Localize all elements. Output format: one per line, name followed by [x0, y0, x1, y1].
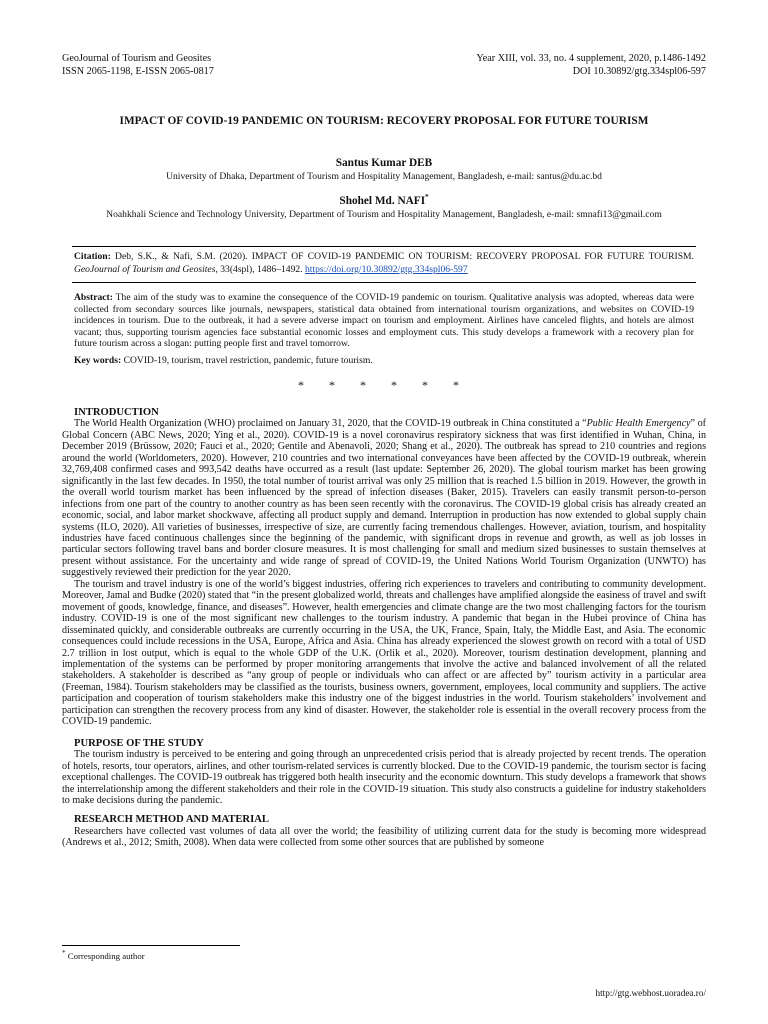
doi: DOI 10.30892/gtg.334spl06-597 — [572, 66, 706, 77]
citation-journal: GeoJournal of Tourism and Geosites — [74, 263, 216, 275]
keywords-text: COVID-19, tourism, travel restriction, pandemic, future tourism. — [123, 355, 373, 366]
citation-box — [72, 246, 696, 283]
keywords — [74, 355, 694, 366]
abstract-text: The aim of the study was to examine the consequence of the COVID-19 pandemic on tourism. Qualitative analysis was adopted, whereas data were collected from secondary sources like journals, newspapers, statistical data obtained from international tourism organizations, and websites on COVID-19 incidences in tourism. Due to the outbreak, it had a severe adverse impact on tourism and employment. Airlines have canceled flights, and hotels are almost vacant; thus, supporting tourism agencies face substantial economic losses and employment cuts. This study develops a framework with a recovery plan for future tourism across a slogan: putting people first and travel tomorrow. — [74, 292, 694, 350]
intro-paragraph-2: The tourism and travel industry is one of the world’s biggest industries, offering rich experiences to travelers and contributing to community development. Moreover, Jamal and Budke (2020) stated that “in the present globalized world, threats and challenges have amplified alongside the easiness of travel and swift movement of goods, knowledge, finance, and diseases”. However, health emergencies and climate change are the two most challenging factors for the tourism industry. COVID-19 is one of the most significant new challenges to the tourism industry. A pandemic that began in the Hubei province of China has disseminated quickly, and considerable outbreaks are currently occurring in the USA, the UK, France, Spain, Italy, the Middle East, and Asia. The economic consequences could include recessions in the USA, Europe, Africa and Asia. China has already experienced the slowest growth on record with a total of USD 2.7 trillion in lost output, which is equal to the whole GDP of the U.K. (Orlik et al., 2020). Moreover, tourism destination development, planning and implementation of the systems can be performed by proper monitoring arrangements that involve the active and balanced involvement of all the related stakeholders. A stakeholder is described as “any group of people or individuals who can affect or are affected by” tourism activity in a particular area (Freeman, 1984). Tourism stakeholders may be classified as the tourists, business owners, government, employees, local community and suppliers. The active participation and cooperation of tourism stakeholders make this industry one of the biggest industries in the world. Tourism stakeholders’ involvement and participation can strengthen the recovery process from any kind of disaster. However, the stakeholder role is essential in the overall recovery process from the COVID-19 pandemic. — [62, 578, 706, 728]
footnote-mark: * — [62, 949, 66, 957]
author-name: Santus Kumar DEB — [335, 157, 433, 169]
journal-header — [62, 52, 214, 78]
citation-label: Citation: — [74, 251, 111, 262]
purpose-paragraph: The tourism industry is perceived to be entering and going through an unprecedented crisis period that is already projected by recent trends. The operation of hotels, resorts, tour operators, airlines, and other tourism-related services is currently blocked. Due to the COVID-19 pandemic, the tourism sector is facing exceptional challenges. The COVID-19 outbreak has triggered both health insecurity and the economic downturn. This study develops a framework that shows the interrelationship among the different stakeholders and their role in the COVID-19 situation. This study also constructs a guideline for industry stakeholders to make decisions during the pandemic. — [62, 749, 706, 806]
abstract-label: Abstract: — [74, 292, 113, 303]
paper-title: IMPACT OF COVID-19 PANDEMIC ON TOURISM: RECOVERY PROPOSAL FOR FUTURE TOURISM — [119, 115, 649, 127]
footnote-text: Corresponding author — [67, 950, 145, 961]
corresponding-mark: * — [425, 193, 429, 201]
method-section — [62, 814, 706, 848]
purpose-heading: PURPOSE OF THE STUDY — [74, 737, 204, 749]
issn: ISSN 2065-1198, E-ISSN 2065-0817 — [62, 66, 214, 77]
abstract — [74, 292, 694, 350]
issue-header — [476, 52, 706, 78]
author-name: Shohel Md. NAFI* — [339, 193, 429, 207]
author-affiliation: University of Dhaka, Department of Tourism and Hospitality Management, Bangladesh, e-mail: santus@du.ac.bd — [166, 171, 602, 182]
author-2 — [62, 193, 706, 220]
doi-link[interactable]: https://doi.org/10.30892/gtg.334spl06-597 — [304, 263, 468, 275]
keywords-label: Key words: — [74, 355, 122, 366]
body-text — [62, 407, 706, 849]
author-affiliation: Noahkhali Science and Technology University, Department of Tourism and Hospitality Management, Bangladesh, e-mail: smnafi13@gmail.com — [106, 208, 662, 220]
footnote — [62, 949, 145, 961]
footnote-rule — [62, 945, 240, 946]
author-1 — [62, 157, 706, 182]
method-paragraph: Researchers have collected vast volumes of data all over the world; the feasibility of utilizing current data for the study is becoming more widespread (Andrews et al., 2012; Smith, 2008). When data were collected from some other sources that are published by someone — [62, 825, 706, 849]
journal-name: GeoJournal of Tourism and Geosites — [62, 53, 212, 64]
purpose-section — [62, 738, 706, 807]
citation-text: Deb, S.K., & Nafi, S.M. (2020). IMPACT OF COVID-19 PANDEMIC ON TOURISM: RECOVERY PROPOSAL FOR FUTURE TOURISM. — [115, 251, 694, 262]
section-separator: * * * * * * — [298, 378, 470, 392]
footer-url: http://gtg.webhost.uoradea.ro/ — [595, 988, 706, 998]
method-heading: RESEARCH METHOD AND MATERIAL — [74, 814, 269, 826]
volume-info: Year XIII, vol. 33, no. 4 supplement, 2020, p.1486-1492 — [476, 53, 706, 64]
citation-details: , 33(4spl), 1486–1492. — [215, 263, 303, 275]
intro-heading: INTRODUCTION — [74, 407, 159, 418]
intro-paragraph-1: The World Health Organization (WHO) proclaimed on January 31, 2020, that the COVID-19 outbreak in China constituted a “Public Health Emergency” of Global Concern (ABC News, 2020; Ying et al., 2020). COVID-19 is a novel coronavirus respiratory sickness that was first identified in Wuhan, China, in December 2019 (Brüssow, 2020; Fauci et al., 2020; Gentile and Abenavoli, 2020; Shang et al., 2020). The outbreak has spread to 210 countries and regions around the world (Worldometers, 2020). However, 210 countries and two international conveyances have been affected by the COVID-19 outbreak, wherein 32,769,408 confirmed cases and 993,542 deaths have occurred as a result (last update: September 26, 2020). The global tourism market has been growing significantly in the last few decades. In 1950, the total number of tourist arrival was only 25 million that is reached 1.5 billion in 2019. However, the growth in the overall world tourism market has been influenced by the spread of infection diseases (Baker, 2015). Travelers can easily transmit person-to-person infections from one part of the country to another country as has been seen recently with the coronavirus. The COVID-19 global crisis has already created an economic, social, and labor market shockwave, affecting all product supply and demand. Interruption in production has now extended to global supply chain systems (ILO, 2020). All varieties of businesses, irrespective of size, are currently facing tremendous challenges. However, aviation, tourism, and hospitality industries have faced continuous challenges since the beginning of the pandemic, with significant drops in revenue and growth, as well as job losses in particular sectors following travel bans and border closure measures. It is most challenging for small and medium sized businesses to sustain themselves at present without assistance. For the uncertainty and wide range of spread of COVID-19, the United Nations World Tourism Organization (UNWTO) has suggestively reviewed their prediction for the year 2020. — [62, 418, 707, 579]
